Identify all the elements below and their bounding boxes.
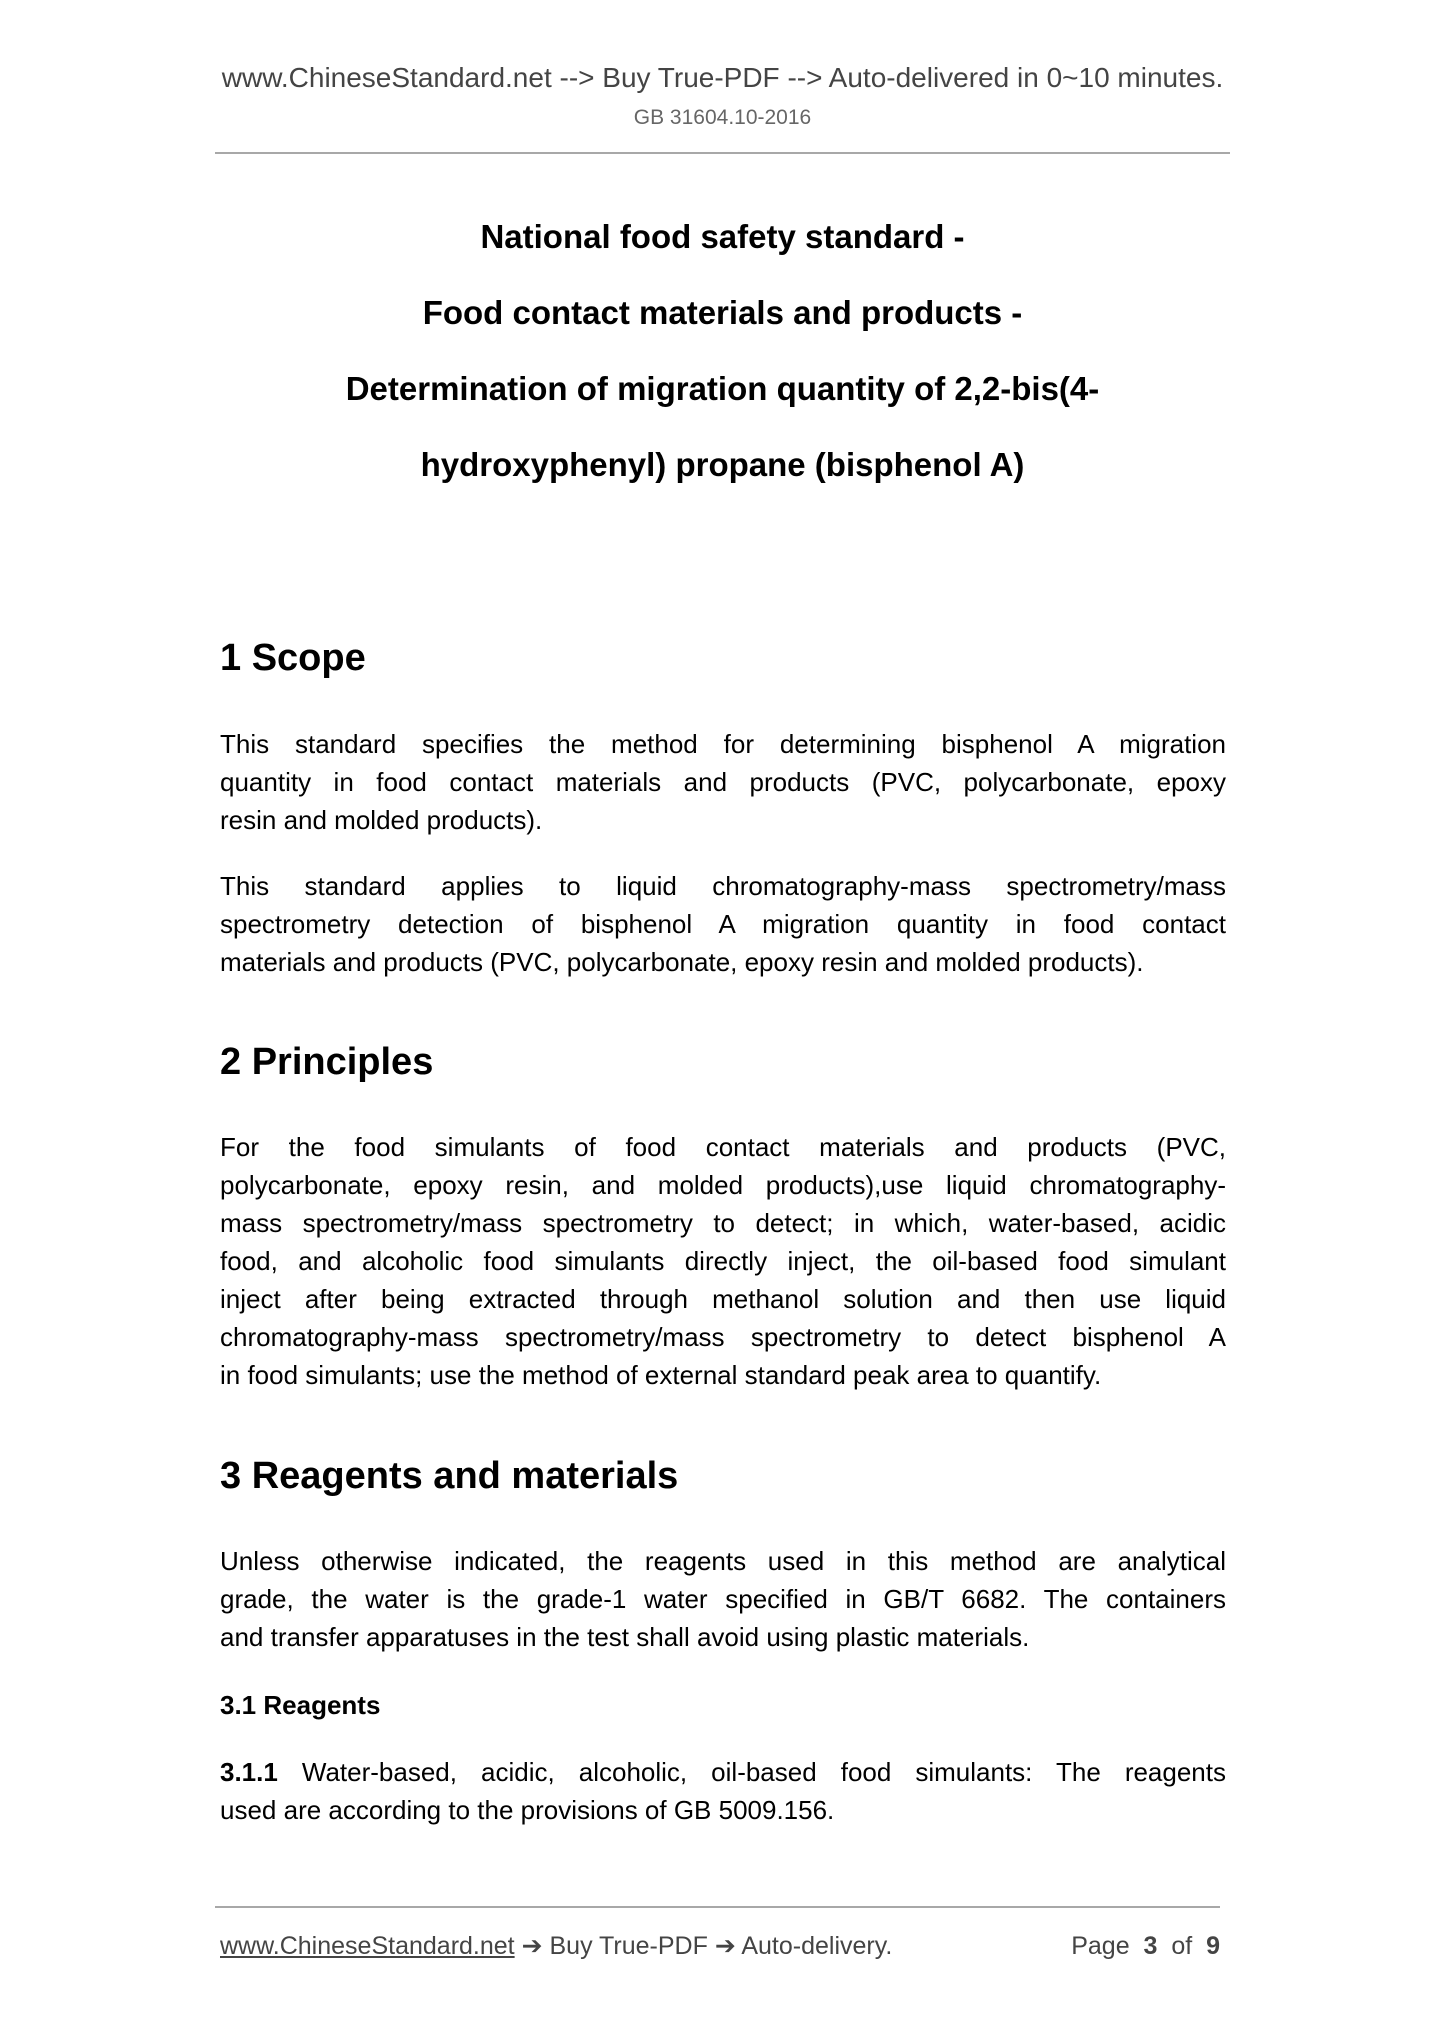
text-line: grade, the water is the grade-1 water specified in GB/T 6682. The containers	[220, 1584, 1226, 1614]
header-divider	[215, 152, 1230, 154]
clause-3-1-1	[220, 1753, 1226, 1829]
section-heading-scope: 1 Scope	[220, 637, 366, 679]
title-line: National food safety standard -	[480, 218, 965, 255]
text-line: and transfer apparatuses in the test shall avoid using plastic materials.	[220, 1622, 1030, 1652]
text-line: spectrometry detection of bisphenol A migration quantity in food contact	[220, 909, 1226, 939]
reagents-paragraph	[220, 1542, 1226, 1656]
document-title	[0, 199, 1445, 503]
clause-number: 3.1.1	[220, 1757, 278, 1787]
principles-paragraph	[220, 1128, 1226, 1394]
text-line: food, and alcoholic food simulants directly inject, the oil-based food simulant	[220, 1246, 1226, 1276]
text-line: in food simulants; use the method of external standard peak area to quantify.	[220, 1360, 1102, 1390]
page-of-label: of	[1171, 1932, 1193, 1960]
footer-divider	[215, 1906, 1220, 1908]
clause-text: Water-based, acidic, alcoholic, oil-based food simulants: The reagents	[301, 1757, 1226, 1787]
text-line	[220, 1753, 1226, 1791]
arrow-right-icon: ➔	[521, 1932, 543, 1960]
scope-paragraph-1	[220, 725, 1226, 839]
standard-code: GB 31604.10-2016	[633, 106, 812, 129]
subsection-heading-reagents: 3.1 Reagents	[220, 1690, 381, 1720]
text-line: This standard applies to liquid chromatography-mass spectrometry/mass	[220, 871, 1226, 901]
text-line: materials and products (PVC, polycarbonate, epoxy resin and molded products).	[220, 947, 1144, 977]
text-line: inject after being extracted through methanol solution and then use liquid	[220, 1284, 1226, 1314]
section-heading-principles: 2 Principles	[220, 1041, 434, 1083]
current-page-number: 3	[1143, 1932, 1158, 1960]
text-line: resin and molded products).	[220, 805, 543, 835]
arrow-right-icon: ➔	[714, 1932, 736, 1960]
text-line: mass spectrometry/mass spectrometry to detect; in which, water-based, acidic	[220, 1208, 1226, 1238]
total-pages-number: 9	[1206, 1932, 1220, 1960]
scope-paragraph-2	[220, 867, 1226, 981]
title-line: Food contact materials and products -	[422, 294, 1023, 331]
text-line: Unless otherwise indicated, the reagents used in this method are analytical	[220, 1546, 1226, 1576]
header-promo-line: www.ChineseStandard.net --> Buy True-PDF --> Auto-delivered in 0~10 minutes.	[221, 62, 1224, 93]
page-indicator	[1071, 1930, 1220, 1962]
text-line: polycarbonate, epoxy resin, and molded products),use liquid chromatography-	[220, 1170, 1226, 1200]
title-line: hydroxyphenyl) propane (bisphenol A)	[420, 446, 1025, 483]
title-line: Determination of migration quantity of 2,2-bis(4-	[345, 370, 1100, 407]
section-heading-reagents-materials: 3 Reagents and materials	[220, 1455, 679, 1497]
text-line: This standard specifies the method for determining bisphenol A migration	[220, 729, 1226, 759]
text-line: chromatography-mass spectrometry/mass spectrometry to detect bisphenol A	[220, 1322, 1226, 1352]
text-line: used are according to the provisions of GB 5009.156.	[220, 1795, 835, 1825]
text-line: For the food simulants of food contact materials and products (PVC,	[220, 1132, 1226, 1162]
text-line: quantity in food contact materials and products (PVC, polycarbonate, epoxy	[220, 767, 1226, 797]
page-label: Page	[1071, 1932, 1130, 1960]
buy-true-pdf-text: Buy True-PDF	[549, 1932, 708, 1960]
auto-delivery-text: Auto-delivery.	[741, 1932, 893, 1960]
page-footer	[220, 1930, 1220, 1962]
chinese-standard-link[interactable]: www.ChineseStandard.net	[220, 1932, 515, 1960]
